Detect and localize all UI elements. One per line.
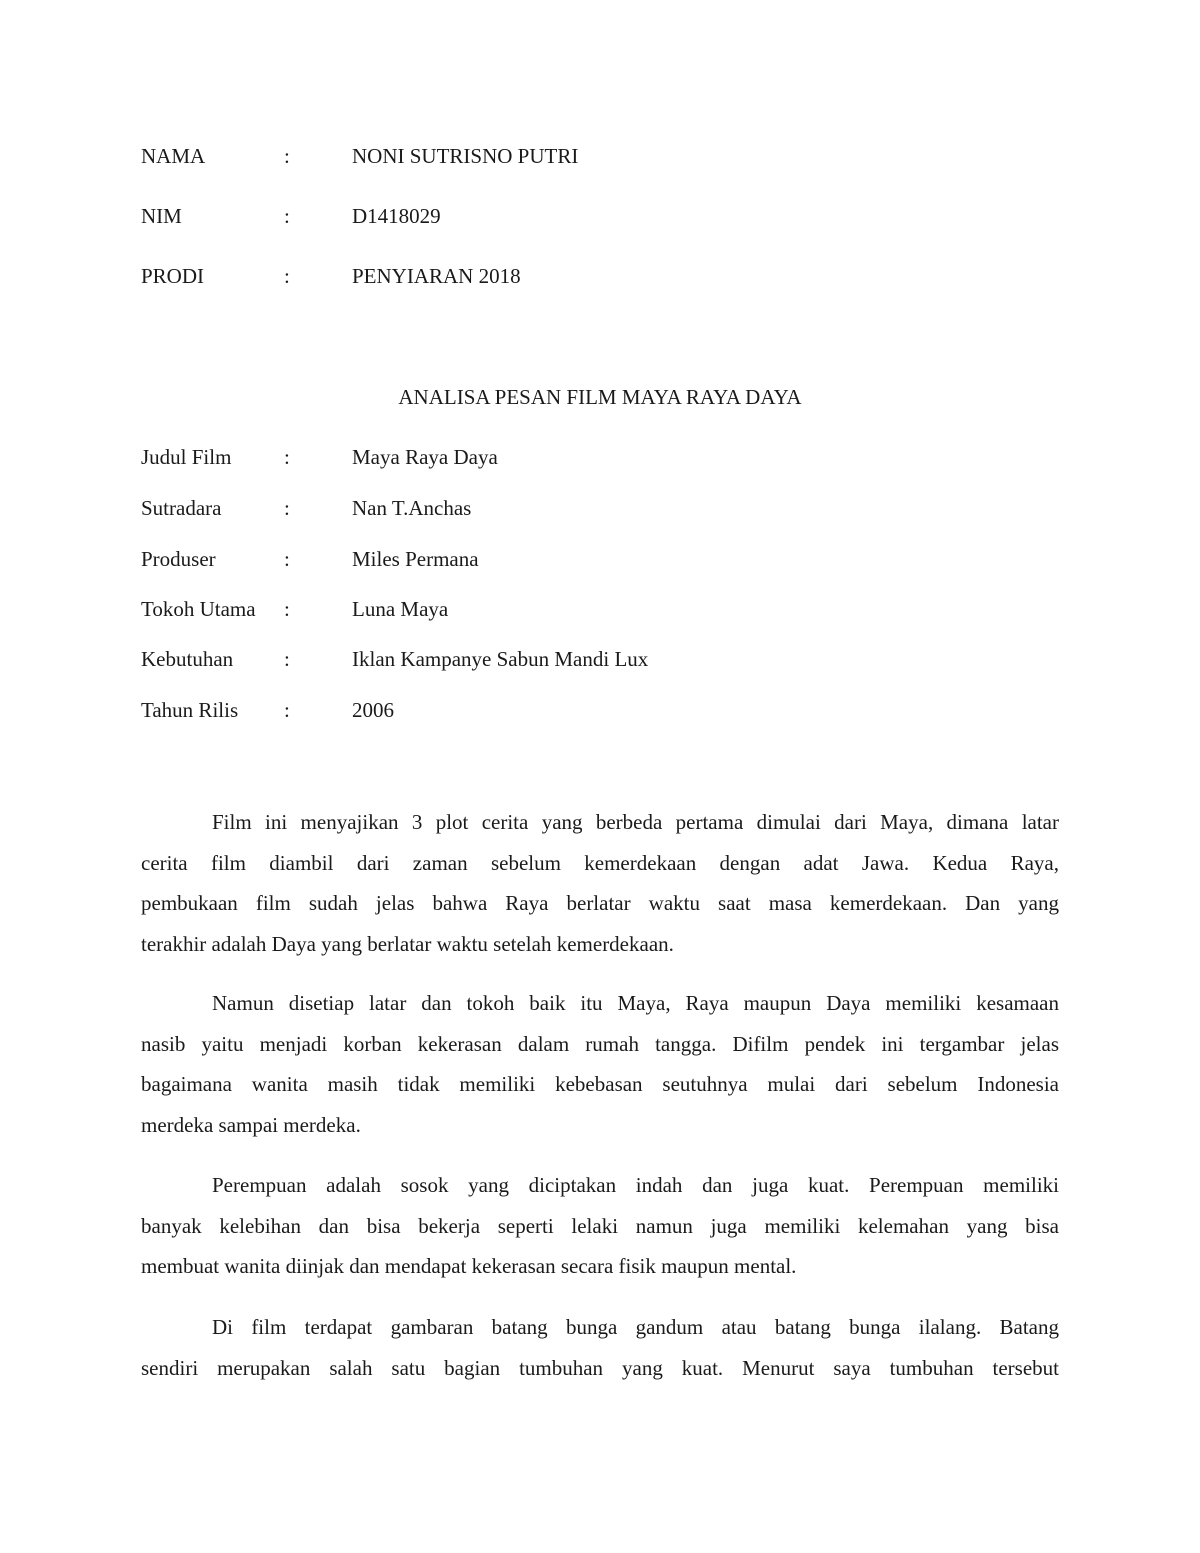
paragraph-line: nasib yaitu menjadi korban kekerasan dalam rumah tangga. Difilm pendek ini tergambar jelas [141, 1031, 1059, 1056]
identity-row-nim [141, 201, 1061, 231]
field-value: 2006 [352, 698, 394, 722]
film-info-row-kebutuhan [141, 644, 1061, 674]
film-info-row-sutradara [141, 493, 1061, 523]
field-label: NAMA [141, 144, 206, 168]
film-info-row-judul [141, 442, 1061, 472]
field-value: D1418029 [352, 204, 441, 228]
field-label: Kebutuhan [141, 647, 234, 671]
field-colon: : [284, 597, 290, 621]
identity-row-nama [141, 141, 1061, 171]
field-label: Tokoh Utama [141, 597, 256, 621]
field-colon: : [284, 264, 290, 288]
field-colon: : [284, 496, 290, 520]
field-colon: : [284, 698, 290, 722]
field-label: PRODI [141, 264, 205, 288]
paragraph-line: cerita film diambil dari zaman sebelum kemerdekaan dengan adat Jawa. Kedua Raya, [141, 850, 1059, 875]
paragraph-line: Film ini menyajikan 3 plot cerita yang berbeda pertama dimulai dari Maya, dimana latar [212, 810, 1059, 834]
body-paragraph-1 [141, 807, 1059, 969]
body-paragraph-4 [141, 1312, 1059, 1393]
field-value: Luna Maya [352, 597, 449, 621]
field-label: Judul Film [141, 445, 232, 469]
paragraph-line: sendiri merupakan salah satu bagian tumbuhan yang kuat. Menurut saya tumbuhan tersebut [141, 1355, 1059, 1380]
field-colon: : [284, 144, 290, 168]
paragraph-line: Namun disetiap latar dan tokoh baik itu Maya, Raya maupun Daya memiliki kesamaan [212, 991, 1059, 1015]
body-paragraph-3 [141, 1170, 1059, 1292]
paragraph-line: membuat wanita diinjak dan mendapat kekerasan secara fisik maupun mental. [141, 1254, 797, 1278]
field-colon: : [284, 647, 290, 671]
body-paragraph-2 [141, 988, 1059, 1150]
film-info-row-produser [141, 544, 1061, 574]
field-value: Iklan Kampanye Sabun Mandi Lux [352, 647, 649, 671]
field-colon: : [284, 445, 290, 469]
film-info-row-tahun-rilis [141, 695, 1061, 725]
field-label: Sutradara [141, 496, 222, 520]
field-label: NIM [141, 204, 182, 228]
field-value: Maya Raya Daya [352, 445, 498, 469]
field-value: PENYIARAN 2018 [352, 264, 521, 288]
paragraph-line: Di film terdapat gambaran batang bunga gandum atau batang bunga ilalang. Batang [212, 1315, 1059, 1339]
paragraph-line: terakhir adalah Daya yang berlatar waktu setelah kemerdekaan. [141, 931, 674, 956]
paragraph-line: merdeka sampai merdeka. [141, 1112, 361, 1137]
identity-row-prodi [141, 261, 1061, 291]
field-label: Produser [141, 547, 216, 571]
document-title: ANALISA PESAN FILM MAYA RAYA DAYA [398, 385, 802, 409]
paragraph-line: Perempuan adalah sosok yang diciptakan indah dan juga kuat. Perempuan memiliki [212, 1173, 1059, 1197]
film-info-row-tokoh-utama [141, 594, 1061, 624]
paragraph-line: banyak kelebihan dan bisa bekerja seperti lelaki namun juga memiliki kelemahan yang bisa [141, 1213, 1059, 1238]
field-colon: : [284, 204, 290, 228]
field-value: Nan T.Anchas [352, 496, 472, 520]
paragraph-line: pembukaan film sudah jelas bahwa Raya berlatar waktu saat masa kemerdekaan. Dan yang [141, 891, 1059, 915]
field-colon: : [284, 547, 290, 571]
paragraph-line: bagaimana wanita masih tidak memiliki kebebasan seutuhnya mulai dari sebelum Indonesia [141, 1072, 1059, 1096]
field-value: NONI SUTRISNO PUTRI [352, 144, 579, 168]
field-label: Tahun Rilis [141, 698, 239, 722]
field-value: Miles Permana [352, 547, 479, 571]
